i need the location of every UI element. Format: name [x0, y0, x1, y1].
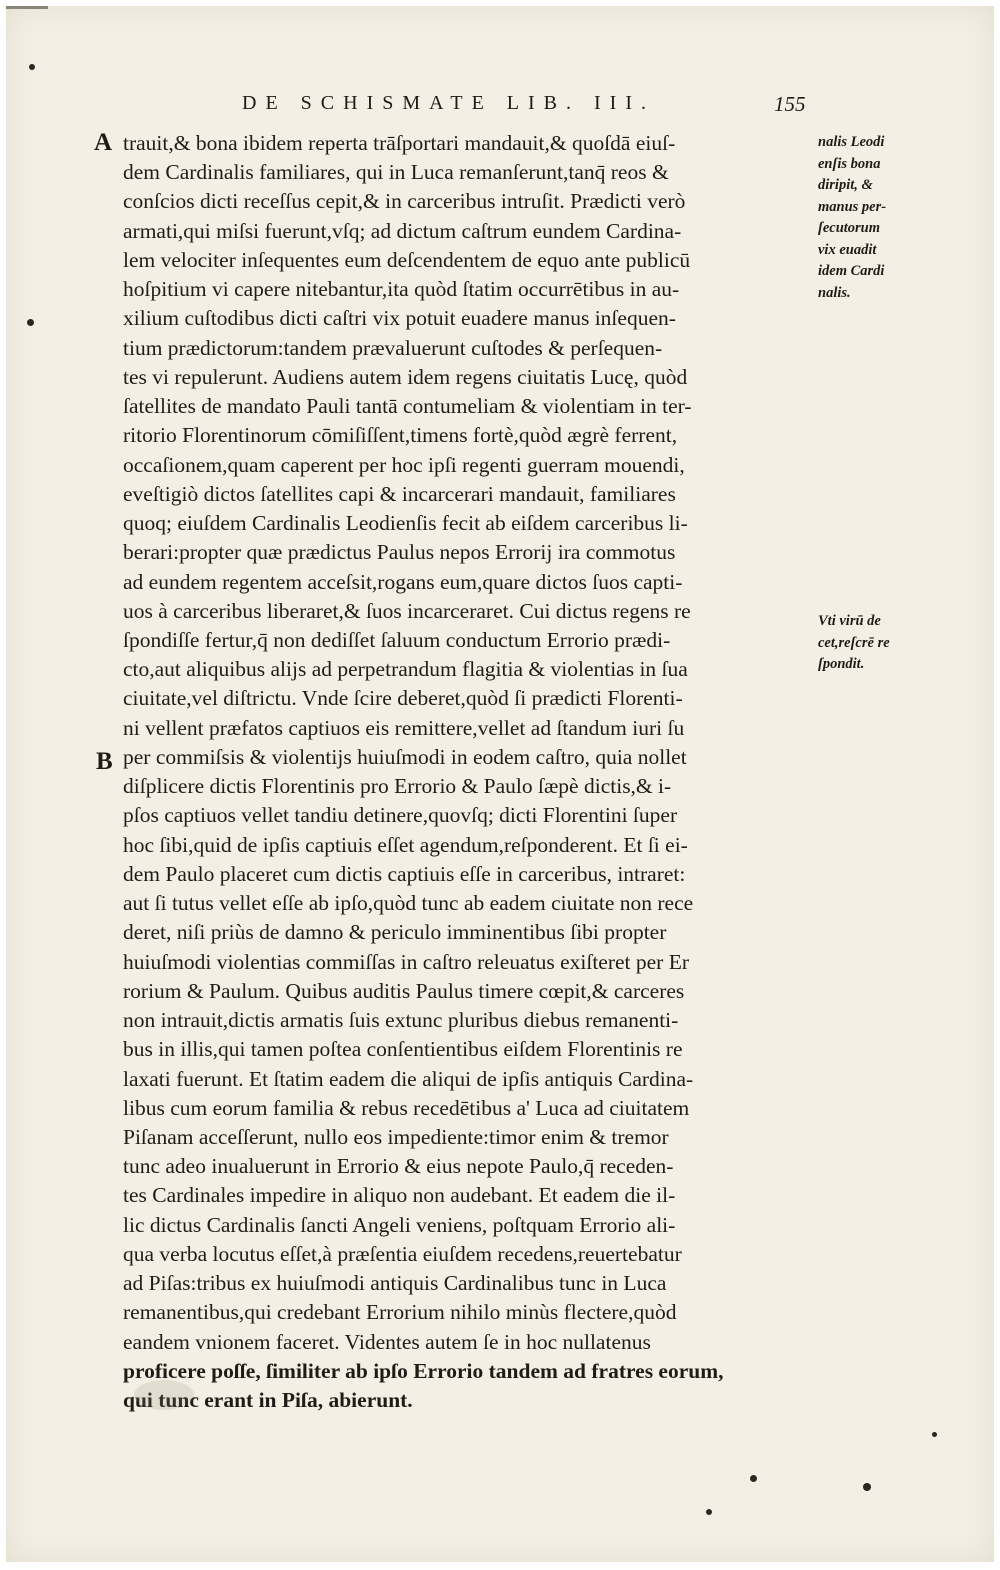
body-text [123, 129, 823, 1415]
ink-speck [706, 1509, 712, 1515]
text-line: qui tunc erant in Piſa, abierunt. [123, 1388, 413, 1413]
text-line: deret, niſi priùs de damno & periculo imminentibus ſibi propter [123, 920, 667, 945]
text-line: cto,aut aliquibus alijs ad perpetrandum flagitia & violentias in ſua [123, 657, 688, 682]
section-marker-a: A [94, 129, 113, 156]
running-title: DE SCHISMATE LIB. III. [242, 92, 655, 114]
margin-note-line: nalis Leodi [818, 134, 885, 150]
text-line: ſpondiſſe fertur,q̄ non dediſſet ſaluum conductum Errorio prædi- [123, 627, 671, 652]
text-line: hoſpitium vi capere nitebantur,ita quòd ſtatim occurrētibus in au- [123, 277, 680, 302]
section-marker-b: B [96, 748, 113, 775]
text-line: ſatellites de mandato Pauli tantā contumeliam & violentiam in ter- [123, 394, 692, 419]
page-header [6, 92, 994, 122]
margin-note-line: nalis. [818, 284, 851, 301]
text-line: non intrauit,dictis armatis ſuis extunc pluribus diebus remanenti- [123, 1008, 679, 1033]
text-line: rorium & Paulum. Quibus auditis Paulus timere cœpit,& carceres [123, 978, 685, 1003]
text-line: hoc ſibi,quid de ipſis captiuis eſſet agendum,reſponderent. Et ſi ei- [123, 832, 688, 857]
text-line: eveſtigiò dictos ſatellites capi & incarcerari mandauit, familiares [123, 481, 676, 506]
margin-note-b [818, 611, 938, 676]
margin-note-line: cet,reſcrē re [818, 634, 890, 651]
text-line: libus cum eorum familia & rebus recedētibus a' Luca ad ciuitatem [123, 1095, 690, 1120]
text-line: lem velociter inſequentes eum deſcendentem de equo ante publicū [123, 247, 691, 272]
text-line: tes Cardinales impedire in aliquo non audebant. Et eadem die il- [123, 1183, 676, 1208]
text-line: lic dictus Cardinalis ſancti Angeli veniens, poſtquam Errorio ali- [123, 1212, 676, 1237]
text-line: dem Paulo placeret cum dictis captiuis eſſe in carceribus, intraret: [123, 861, 686, 886]
ink-speck [29, 64, 35, 70]
text-line: xilium cuſtodibus dicti caſtri vix potuit euadere manus inſequen- [123, 306, 676, 331]
text-line: occaſionem,quam caperent per hoc ipſi regenti guerram mouendi, [123, 452, 685, 477]
margin-note-line: idem Cardi [818, 263, 885, 279]
corner-scuff-mark [6, 6, 48, 9]
text-line: aut ſi tutus vellet eſſe ab ipſo,quòd tunc ab eadem ciuitate non rece [123, 891, 694, 916]
margin-note-line: diripit, & [818, 177, 873, 193]
text-line: remanentibus,qui credebant Errorium nihilo minùs flectere,quòd [123, 1300, 677, 1325]
margin-note-a [818, 132, 938, 304]
ink-speck [863, 1483, 871, 1491]
ink-speck [750, 1475, 757, 1482]
text-line: trauit,& bona ibidem reperta trāſportari mandauit,& quoſdā eiuſ- [123, 131, 676, 155]
text-line: qua verba locutus eſſet,à præſentia eiuſdem recedens,reuertebatur [123, 1241, 682, 1266]
text-line: pſos captiuos vellet tandiu detinere,quovſq; dicti Florentini ſuper [123, 803, 678, 828]
text-line: tes vi repulerunt. Audiens autem idem regens ciuitatis Lucę, quòd [123, 364, 688, 389]
margin-note-line: manus per- [818, 198, 887, 215]
text-line: berari:propter quæ prædictus Paulus nepos Errorij ira commotus [123, 540, 676, 565]
text-line: uos à carceribus liberaret,& ſuos incarceraret. Cui dictus regens re [123, 598, 691, 623]
text-line: ad eundem regentem acceſsit,rogans eum,quare dictos ſuos capti- [123, 569, 683, 594]
text-line: per commiſsis & violentijs huiuſmodi in eodem caſtro, quia nollet [123, 744, 687, 769]
ink-speck [27, 319, 34, 326]
margin-note-line: Vti virū de [818, 613, 881, 629]
margin-note-line: ſecutorum [818, 220, 881, 236]
ink-speck [932, 1432, 937, 1437]
text-line: eandem vnionem faceret. Videntes autem ſe in hoc nullatenus [123, 1329, 651, 1354]
text-line: ciuitate,vel diſtrictu. Vnde ſcire deberet,quòd ſi prædicti Florenti- [123, 686, 683, 711]
text-line: tium prædictorum:tandem prævaluerunt cuſtodes & perſequen- [123, 335, 663, 360]
text-line: quoq; eiuſdem Cardinalis Leodienſis fecit ab eiſdem carceribus li- [123, 511, 688, 536]
text-line: huiuſmodi violentias commiſſas in caſtro releuatus exiſteret per Er [123, 949, 690, 974]
text-line: dem Cardinalis familiares, qui in Luca remanſerunt,tanq̄ reos & [123, 160, 669, 185]
text-line: Piſanam acceſſerunt, nullo eos impediente:timor enim & tremor [123, 1124, 669, 1149]
text-line: ni vellent præfatos captiuos eis remittere,vellet ad ſtandum iuri ſu [123, 715, 685, 740]
margin-note-line: vix euadit [818, 241, 877, 258]
paper-smudge [134, 1380, 194, 1410]
text-line: armati,qui miſsi fuerunt,vſq; ad dictum caſtrum eundem Cardina- [123, 218, 682, 243]
text-line: tunc adeo inualuerunt in Errorio & eius nepote Paulo,q̄ receden- [123, 1154, 674, 1179]
text-line: conſcios dicti receſſus cepit,& in carceribus intruſit. Prædicti verò [123, 189, 686, 214]
margin-note-line: enſis bona [818, 155, 881, 172]
text-line: diſplicere dictis Florentinis pro Errorio & Paulo ſæpè dictis,& i- [123, 774, 672, 799]
text-line: laxati fuerunt. Et ſtatim eadem die aliqui de ipſis antiquis Cardina- [123, 1066, 694, 1091]
text-line: bus in illis,qui tamen poſtea conſentientibus eiſdem Florentinis re [123, 1037, 683, 1062]
text-line: ritorio Florentinorum cōmiſiſſent,timens fortè,quòd ægrè ferrent, [123, 423, 678, 448]
text-line: proficere poſſe, ſimiliter ab ipſo Errorio tandem ad fratres eorum, [123, 1358, 724, 1383]
page-number: 155 [774, 92, 806, 116]
margin-note-line: ſpondit. [818, 656, 865, 672]
text-line: ad Piſas:tribus ex huiuſmodi antiquis Cardinalibus tunc in Luca [123, 1271, 667, 1296]
book-page [6, 6, 994, 1562]
